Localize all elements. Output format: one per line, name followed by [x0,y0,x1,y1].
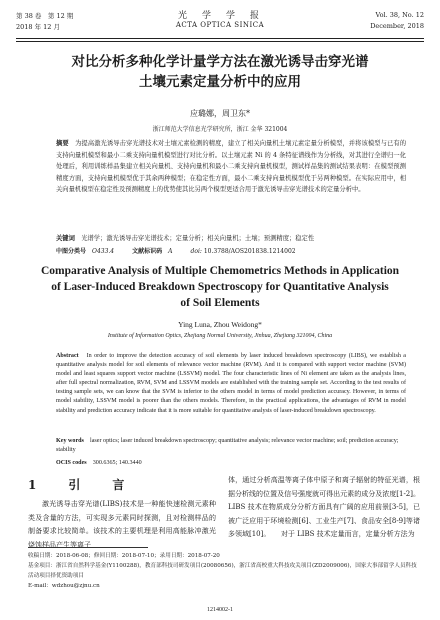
intro-left-column: 激光诱导击穿光谱(LIBS)技术是一种能快速检测元素种类及含量的方法，可实现多元素同时探测，且对检测样品的制备要求比较简单。该技术的主要机理是利用高能脉冲激光烧蚀样品产生等离子 [28,500,216,549]
volume-issue-en: Vol. 38, No. 12 [375,11,424,19]
journal-header [16,8,424,40]
footnote-funding: 基金项目：浙江省自然科学基金(Y1100288)，教育部科技司研发项目(20080656)，浙江省高校重大科技攻关项目(ZD2009006)，国家大事部留学人员科技活动项目择优资助项目 [28,563,417,579]
issue-date-en: December, 2018 [370,22,424,30]
abstract-cn-text: 为提高激光诱导击穿光谱技术对土壤元素检测的精度，建立了相关向量机土壤元素定量分析模型，并将该模型与已有的支持向量机模型和最小二乘支持向量机模型进行对比分析。以土壤元素 Ni 的 4 条特征谱线作为分析线，对其进行全谱归一化处理后，利用训练样品集建立相关向量机、支持向量机和最小二乘支持向量机模型，测试样品集的测试结果表明：在模型预测精度方面，支持向量机模型优于其余两种模型；在稳定性方面，最小二乘支持向量机模型优于另两种模型。在实际应用中，相关向量机模型在稳定性及预测精度上的优势使其比另两个模型更适合用于激光诱导击穿光谱技术的定量分析中。 [56,140,407,193]
header-rule-thin [16,41,424,42]
abstract-cn-label: 摘要 [56,140,69,147]
abstract-en: Abstract In order to improve the detection accuracy of soil elements by laser induced breakdown spectroscopy (LIBS), we establish a quantitative analysis model for soil elements of relevance vector machine (RVM). And it is compared with support vector machine (SVM) model and least squares support vector machine (LSSVM) model. The four characteristic lines of Ni element are taken as the analysis lines, after full spectral normalization, RVM, SVM and LSSVM models are established with the training sample set. According to the test results of testing sample sets, we can know that the SVM is inferior to the others model in terms of model prediction accuracy. However, in terms of model stability, LSSVM model is poorer than the others models. Therefore, in the practical applications, the advantages of RVM in model stability and prediction accuracy indicate that it is more suitable for quantitative analysis of laser-induced breakdown spectroscopy. [56,353,406,414]
footnote [28,551,418,591]
page-number: 1214002-1 [207,607,233,613]
journal-name-cn: 光 学 学 报 [177,11,262,21]
footnote-dates: 收稿日期：2018-06-08；修回日期：2018-07-10；录用日期：2018-07-20 [28,553,220,559]
ocis-codes: OCIS codes 300.6365; 140.3440 [56,460,142,466]
authors-cn: 应璐娜，周卫东* [190,109,250,118]
intro-right-column: 体，通过分析高温等离子体中原子和离子辐射的特征光谱，根据分析线的位置及信号强度就可得出元素的成分及浓度[1-2]。LIBS 技术在物质成分分析方面具有广阔的应用前景[3-5]，已被广泛应用于环境检测[6]、工业生产[7]、食品安全[8-9]等诸多领域[10]。 对于 LIBS 技术定量而言，定量分析方法为 [228,476,420,538]
volume-issue: 第 38 卷 第 12 期 [16,12,74,20]
footnote-rule [28,547,148,548]
title-en: Comparative Analysis of Multiple Chemometrics Methods in Application of Laser-Induced Breakdown Spectroscopy for Quantitative Analysis of Soil Elements [40,265,400,309]
title-cn: 对比分析多种化学计量学方法在激光诱导击穿光谱 土壤元素定量分析中的应用 [71,54,369,90]
header-rule-thick [16,38,424,39]
keywords-cn: 关键词 光谱学；激光诱导击穿光谱技术；定量分析；相关向量机；土壤；预测精度；稳定性 [56,235,315,242]
affiliation-cn: 浙江师范大学信息光学研究所，浙江 金华 321004 [152,126,288,133]
issue-date: 2018 年 12 月 [16,23,61,31]
abstract-cn [56,138,406,196]
keywords-en: Key words laser optics; laser induced breakdown spectroscopy; quantitative analysis; relevance vector machine; soil; prediction accuracy; stability [56,438,399,453]
classification-line: 中图分类号 O433.4 文献标识码 A doi: 10.3788/AOS201838.1214002 [56,248,296,255]
affiliation-en: Institute of Information Optics, Zhejiang Normal University, Jinhua, Zhejiang 321004, China [107,333,333,339]
section-heading: 1 引 言 [28,478,135,492]
footnote-email: E-mail：wdzhou@zjnu.cn [28,583,100,589]
authors-en: Ying Luna, Zhou Weidong* [178,320,262,329]
journal-name-en: ACTA OPTICA SINICA [175,21,265,29]
